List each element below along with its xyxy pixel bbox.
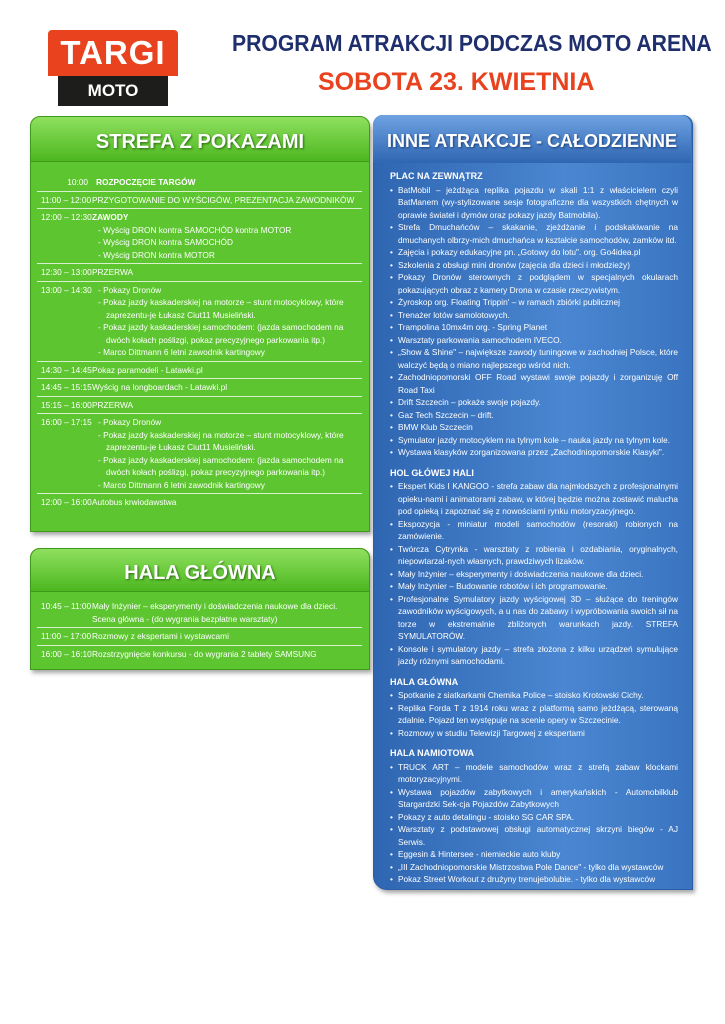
attraction-item: • Mały Inżynier – Budowanie robotów i ich programowanie. xyxy=(390,580,678,593)
schedule-line: Autobus krwiodawstwa xyxy=(92,497,177,507)
attraction-item: • Konsole i symulatory jazdy – strefa złożona z kilku urządzeń symulujące jazdy różnymi samochodami. xyxy=(390,643,678,668)
attraction-item: • BMW Klub Szczecin xyxy=(390,421,678,434)
schedule-description xyxy=(92,364,362,377)
schedule-row xyxy=(37,174,362,191)
schedule-time: 14:30 – 14:45 xyxy=(41,364,92,375)
schedule-line: Scena główna - (do wygrania bezpłatne warsztaty) xyxy=(92,613,278,624)
inne-heading: INNE ATRAKCJE - CAŁODZIENNE xyxy=(373,115,691,163)
attraction-item: • „Show & Shine" – największe zawody tuningowe w zachodniej Polsce, które walczyć będą o miano najlepszego wśród nich. xyxy=(390,346,678,371)
schedule-row xyxy=(37,413,362,493)
schedule-line: Rozstrzygnięcie konkursu - do wygrania 2 tablety SAMSUNG xyxy=(92,648,317,659)
attraction-item: • Twórcza Cytrynka - warsztaty z robienia i ozdabiania, oryginalnych, niepowtarzal-nych własnych, prawdziwych lizaków. xyxy=(390,543,678,568)
schedule-row xyxy=(37,627,362,645)
attraction-item: • Rozmowy w studiu Telewizji Targowej z ekspertami xyxy=(390,727,678,740)
schedule-line: PRZYGOTOWANIE DO WYŚCIGÓW, PREZENTACJA ZAWODNIKÓW xyxy=(92,194,355,205)
section-title: HALA GŁÓWNA xyxy=(390,676,459,687)
schedule-time: 11:00 – 12:00 xyxy=(41,194,92,205)
attraction-item: • Warsztaty parkowania samochodem IVECO. xyxy=(390,334,678,347)
schedule-line: PRZERWA xyxy=(92,267,134,277)
attraction-item: • Replika Forda T z 1914 roku wraz z platformą samo jeżdżącą, sterowaną zdalnie. Pojazd ten występuje na scenie opery w Szczecinie. xyxy=(390,702,678,727)
schedule-row xyxy=(37,493,362,511)
schedule-line: - Pokaz jazdy kaskaderskiej samochodem: (jazda samochodem na dwóch kołach poślizgi, pokaz precyzyjnego parkowania itp.) xyxy=(98,322,344,345)
attraction-item: • Symulator jazdy motocyklem na tylnym kole – nauka jazdy na tylnym kole. xyxy=(390,434,678,447)
attraction-item: • Wystawa pojazdów zabytkowych i amerykańskich - Automobilklub Stargardzki Sek-cja Pojazdów Zabytkowych xyxy=(390,786,678,811)
schedule-description xyxy=(92,399,362,412)
schedule-line: - Wyścig DRON kontra SAMOCHÓD kontra MOTOR xyxy=(98,224,292,235)
attraction-item: • Zachodniopomorski OFF Road wystawi swoje pojazdy i zorganizuję Off Road Taxi xyxy=(390,371,678,396)
schedule-description xyxy=(92,194,362,207)
schedule-row xyxy=(37,598,362,627)
schedule-line: Mały Inżynier – eksperymenty i doświadczenia naukowe dla dzieci. xyxy=(92,601,338,611)
schedule-line: - Pokaz jazdy kaskaderskiej na motorze – stunt motocyklowy, które zaprezentu-je Łukasz Ciut11 Musieliński. xyxy=(98,429,344,452)
schedule-line: ZAWODY xyxy=(92,212,129,222)
schedule-row xyxy=(37,378,362,396)
schedule-description xyxy=(92,211,362,261)
schedule-time: 12:30 – 13:00 xyxy=(41,267,92,277)
attraction-item: • TRUCK ART – modele samochodów wraz z strefą zabaw klockami motoryzacyjnymi. xyxy=(390,761,678,786)
schedule-line: - Wyścig DRON kontra SAMOCHÓD xyxy=(98,237,233,247)
attraction-item: • Spotkanie z siatkarkami Chemika Police – stoisko Krotowski Cichy. xyxy=(390,689,678,702)
schedule-description xyxy=(92,496,362,509)
schedule-line: - Pokaz jazdy kaskaderskiej samochodem: (jazda samochodem na dwóch kołach poślizgi, pokaz precyzyjnego parkowania itp.) xyxy=(98,454,344,477)
schedule-line: PRZERWA xyxy=(92,399,134,410)
schedule-time: 10:45 – 11:00 xyxy=(41,601,92,611)
section-title: HALA NAMIOTOWA xyxy=(390,748,474,758)
schedule-line: - Pokazy Dronów xyxy=(98,417,162,427)
logo-line1: TARGI xyxy=(48,30,178,76)
schedule-line: - Pokazy Dronów xyxy=(98,284,162,295)
schedule-row xyxy=(37,263,362,281)
attraction-item: • Drift Szczecin – pokaże swoje pojazdy. xyxy=(390,396,678,409)
schedule-time: 16:00 – 17:15 xyxy=(41,417,92,427)
logo-line2: MOTO xyxy=(58,76,168,106)
attraction-item: • „III Zachodniopomorskie Mistrzostwa Pole Dance" - tylko dla wystawców xyxy=(390,861,678,874)
schedule-time: 10:00 xyxy=(67,177,88,187)
schedule-description xyxy=(92,381,362,394)
schedule-description xyxy=(92,630,362,643)
schedule-time: 15:15 – 16:00 xyxy=(41,399,92,410)
attraction-item: • Szkolenia z obsługi mini dronów (zajęcia dla dzieci i młodzieży) xyxy=(390,259,678,272)
schedule-time: 12:00 – 12:30 xyxy=(41,212,92,222)
schedule-time: 14:45 – 15:15 xyxy=(41,382,92,392)
schedule-line: - Marco Dittmann 6 letni zawodnik kartingowy xyxy=(98,347,265,357)
schedule-row xyxy=(37,645,362,663)
schedule-line: - Marco Dittmann 6 letni zawodnik kartingowy xyxy=(98,479,265,490)
attraction-item: • Eggesin & Hintersee - niemieckie auto kluby xyxy=(390,848,678,861)
schedule-description xyxy=(92,648,362,661)
attraction-item: • Trenażer lotów samolotowych. xyxy=(390,309,678,322)
schedule-line: Rozmowy z ekspertami i wystawcami xyxy=(92,631,229,641)
schedule-row xyxy=(37,361,362,379)
schedule-time: 11:00 – 17:00 xyxy=(41,631,92,641)
section-title: HOL GŁÓWEJ HALI xyxy=(390,467,474,478)
attraction-item: • Ekspert Kids I KANGOO - strefa zabaw dla najmłodszych z profesjonalnymi opieku-nami i animatorami zabaw, w której będzie można zostawić malucha pod opieką i zapoznać się z nowościami rynku motoryzacyjnego. xyxy=(390,480,678,518)
attraction-item: • Żyroskop org. Floating Trippin' – w ramach zbiórki publicznej xyxy=(390,296,678,309)
attraction-item: • Gaz Tech Szczecin – drift. xyxy=(390,409,678,422)
attraction-item: • BatMobil – jeżdżąca replika pojazdu w skali 1:1 z właścicielem czyli BatManem (wy-stylizowane sesje fotograficzne dla wszystkich chętnych w oprawie świateł i dymów oraz pokazy jazdy Batmobila). xyxy=(390,184,678,222)
targi-moto-arena-logo xyxy=(48,30,178,106)
schedule-row xyxy=(37,396,362,414)
attraction-item: • Strefa Dmuchańców – skakanie, zjeżdżanie i podskakiwanie na dmuchanych olbrzy-mich dmuchańca w kształcie samochodów, zamków itd. xyxy=(390,221,678,246)
attraction-item: • Pokazy z auto detalingu - stoisko SG CAR SPA. xyxy=(390,811,678,824)
attraction-item: • Pokazy Dronów sterownych z podglądem w specjalnych okularach pokazujących obraz z kamery Drona w czasie rzeczywistym. xyxy=(390,271,678,296)
section-title: PLAC NA ZEWNĄTRZ xyxy=(390,171,483,181)
schedule-line: ROZPOCZĘCIE TARGÓW xyxy=(96,177,196,187)
schedule-line: - Pokaz jazdy kaskaderskiej na motorze – stunt motocyklowy, które zaprezentu-je Łukasz Ciut11 Musieliński. xyxy=(98,297,344,320)
schedule-time: 12:00 – 16:00 xyxy=(41,497,92,507)
schedule-row xyxy=(37,281,362,361)
schedule-description xyxy=(96,176,362,189)
schedule-time: 16:00 – 16:10 xyxy=(41,648,92,659)
schedule-time: 13:00 – 14:30 xyxy=(41,284,92,295)
schedule-row xyxy=(37,208,362,263)
page-title: PROGRAM ATRAKCJI PODCZAS MOTO ARENA xyxy=(232,30,712,56)
schedule-line: - Wyścig DRON kontra MOTOR xyxy=(98,249,215,260)
strefa-heading: STREFA Z POKAZAMI xyxy=(30,116,370,162)
strefa-schedule xyxy=(37,174,362,511)
inne-content xyxy=(390,170,678,886)
attraction-item: • Trampolina 10mx4m org. - Spring Planet xyxy=(390,321,678,334)
attraction-item: • Wystawa klasyków zorganizowana przez „Zachodniopomorskie Klasyki". xyxy=(390,446,678,459)
schedule-description xyxy=(92,266,362,279)
attraction-item: • Profesjonalne Symulatory jazdy wyścigowej 3D – służące do treningów zawodników wyścigowych, a u nas do zabawy i wypróbowania swoich sił na torze w ekstremalnie zbliżonych warunkach jazdy. STREFA SYMULATORÓW. xyxy=(390,593,678,643)
attraction-item: • Warsztaty z podstawowej obsługi automatycznej skrzyni biegów - AJ Serwis. xyxy=(390,823,678,848)
hala-heading: HALA GŁÓWNA xyxy=(30,548,370,592)
schedule-description xyxy=(92,416,362,491)
attraction-item: • Mały Inżynier – eksperymenty i doświadczenia naukowe dla dzieci. xyxy=(390,568,678,581)
attraction-item: • Zajęcia i pokazy edukacyjne pn. „Gotowy do lotu". org. Go4idea.pl xyxy=(390,246,678,259)
page-subtitle: SOBOTA 23. KWIETNIA xyxy=(318,68,595,96)
schedule-row xyxy=(37,191,362,209)
attraction-item: • Pokaz Street Workout z drużyny trenujebolubie. - tylko dla wystawców xyxy=(390,873,678,886)
schedule-description xyxy=(92,600,362,625)
attraction-item: • Ekspozycja - miniatur modeli samochodów (resoraki) robionych na zamówienie. xyxy=(390,518,678,543)
schedule-line: Pokaz paramodeli - Latawki.pl xyxy=(92,364,203,375)
schedule-description xyxy=(92,284,362,359)
hala-schedule xyxy=(37,598,362,662)
schedule-line: Wyścig na longboardach - Latawki.pl xyxy=(92,382,228,392)
